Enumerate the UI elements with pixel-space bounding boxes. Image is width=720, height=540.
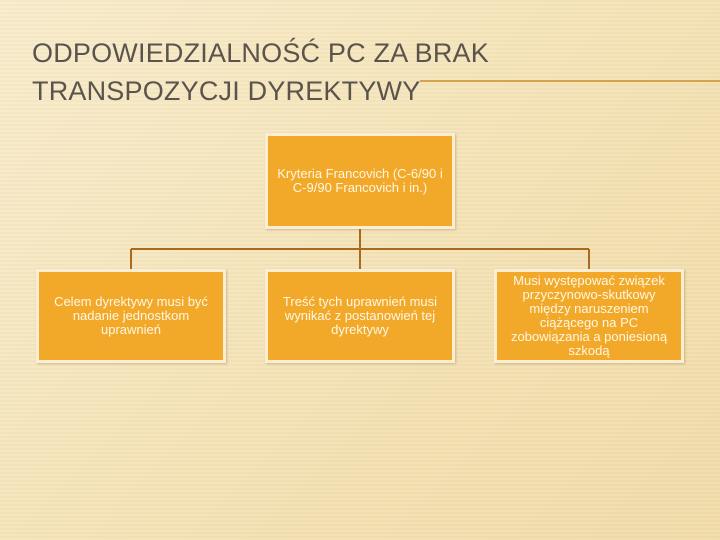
criterion-label-3: Musi występować związek przyczynowo-skutkowy między naruszeniem ciążącego na PC zobowiązania a poniesioną szkodą bbox=[510, 273, 668, 358]
criteria-root-label: Kryteria Francovich (C-6/90 i C-9/90 Francovich i in.) bbox=[277, 166, 443, 195]
slide-title-line-2: TRANSPOZYCJI DYREKTYWY bbox=[32, 76, 421, 106]
criterion-label-1: Celem dyrektywy musi być nadanie jednostkom uprawnień bbox=[54, 294, 208, 337]
criterion-box-3 bbox=[494, 269, 684, 363]
criterion-label-2: Treść tych uprawnień musi wynikać z postanowień tej dyrektywy bbox=[282, 294, 438, 337]
slide-title-line-1: ODPOWIEDZIALNOŚĆ PC ZA BRAK bbox=[32, 38, 489, 68]
criteria-root-box bbox=[265, 133, 455, 229]
criterion-box-1 bbox=[36, 269, 226, 363]
criterion-box-2 bbox=[265, 269, 455, 363]
